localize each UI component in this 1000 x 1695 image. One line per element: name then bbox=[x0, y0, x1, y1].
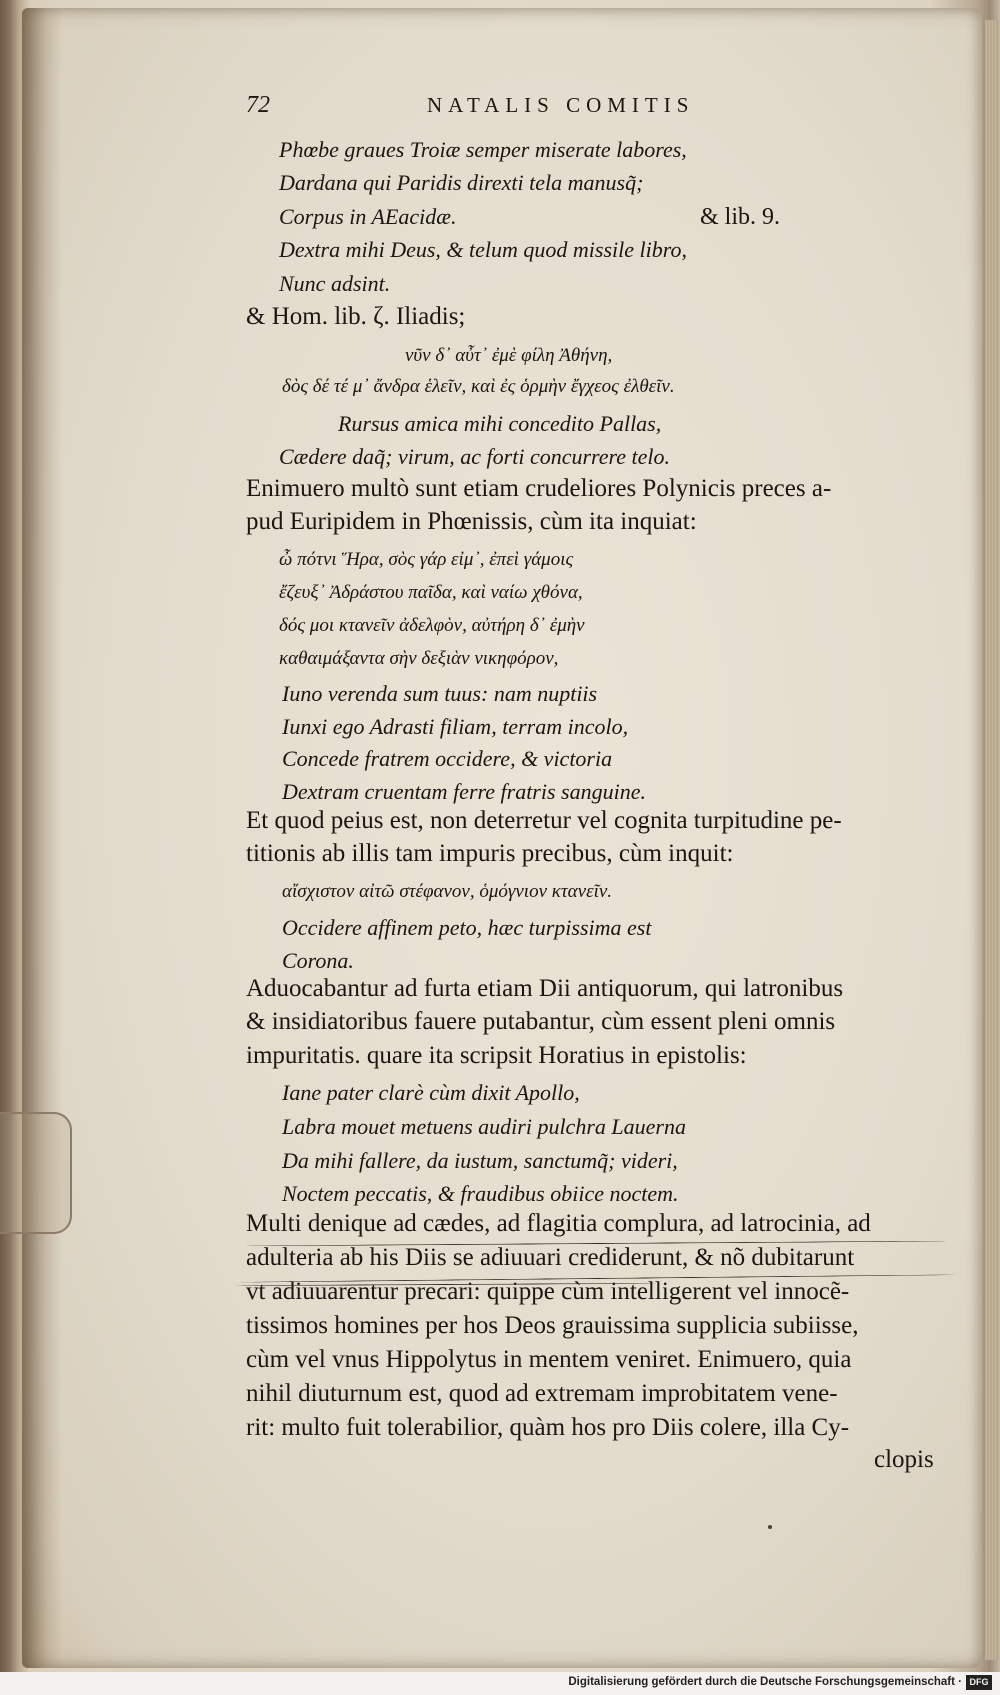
text-line: vt adiuuarentur precari: quippe cùm intelligerent vel innocẽ- bbox=[246, 1278, 850, 1305]
text-line: impuritatis. quare ita scripsit Horatius in epistolis: bbox=[246, 1042, 747, 1069]
text-line: adulteria ab his Diis se adiuuari crediderunt, & nõ dubitarunt bbox=[246, 1244, 855, 1271]
text-line: Aduocabantur ad furta etiam Dii antiquorum, qui latronibus bbox=[246, 975, 844, 1002]
text-line: cùm vel vnus Hippolytus in mentem veniret. Enimuero, quia bbox=[246, 1346, 852, 1373]
greek-line: ἔζευξ᾽ Ἀδράστου παῖδα, καὶ ναίω χθόνα, bbox=[279, 582, 583, 603]
text-line: Dextram cruentam ferre fratris sanguine. bbox=[282, 779, 646, 804]
text-line: Labra mouet metuens audiri pulchra Lauerna bbox=[282, 1114, 686, 1139]
text-line: Et quod peius est, non deterretur vel cognita turpitudine pe- bbox=[246, 807, 842, 834]
book-clasp-mark bbox=[0, 1112, 72, 1234]
text-line: Corpus in AEacidæ. bbox=[279, 204, 457, 229]
text-line: Phœbe graues Troiæ semper miserate labores, bbox=[279, 137, 687, 162]
text-line: Dextra mihi Deus, & telum quod missile libro, bbox=[279, 237, 687, 262]
text-line: tissimos homines per hos Deos grauissima supplicia subiisse, bbox=[246, 1312, 859, 1339]
text-line: Iuno verenda sum tuus: nam nuptiis bbox=[282, 681, 598, 706]
text-line: pud Euripidem in Phœnissis, cùm ita inquiat: bbox=[246, 508, 697, 535]
text-line: Cædere daq̃; virum, ac forti concurrere telo. bbox=[279, 444, 671, 469]
page-fore-edge bbox=[985, 20, 997, 1660]
text-line: titionis ab illis tam impuris precibus, cùm inquit: bbox=[246, 840, 734, 867]
text-line: Concede fratrem occidere, & victoria bbox=[282, 746, 613, 771]
greek-line: νῦν δ᾽ αὖτ᾽ ἐμὲ φίλη Ἀθήνη, bbox=[405, 345, 613, 366]
page-number: 72 bbox=[246, 92, 270, 118]
footer-credit: Digitalisierung gefördert durch die Deutsche Forschungsgemeinschaft · bbox=[568, 1676, 962, 1688]
greek-line: καθαιμάξαντα σὴν δεξιὰν νικηφόρον, bbox=[279, 648, 559, 669]
text-line: rit: multo fuit tolerabilior, quàm hos pro Diis colere, illa Cy- bbox=[246, 1414, 850, 1441]
greek-line: αἴσχιστον αἰτῶ στέφανον, ὁμόγνιον κτανεῖν. bbox=[282, 881, 613, 902]
text-line: Nunc adsint. bbox=[279, 271, 391, 296]
catchword: clopis bbox=[874, 1446, 934, 1473]
text-line: Enimuero multò sunt etiam crudeliores Polynicis preces a- bbox=[246, 475, 832, 502]
text-line: Da mihi fallere, da iustum, sanctumq̃; videri, bbox=[282, 1148, 678, 1173]
text-line: Occidere affinem peto, hæc turpissima est bbox=[282, 915, 652, 940]
page-header bbox=[246, 92, 776, 128]
text-line: Noctem peccatis, & fraudibus obiice noctem. bbox=[282, 1181, 679, 1206]
text-line: Multi denique ad cædes, ad flagitia complura, ad latrocinia, ad bbox=[246, 1210, 871, 1237]
greek-line: δός μοι κτανεῖν ἀδελφὸν, αὐτήρη δ᾽ ἐμὴν bbox=[279, 615, 585, 636]
text-line: Iane pater clarè cùm dixit Apollo, bbox=[282, 1080, 580, 1105]
page-gutter-shadow bbox=[22, 8, 62, 1668]
text-line: Iunxi ego Adrasti filiam, terram incolo, bbox=[282, 714, 629, 739]
margin-reference: & lib. 9. bbox=[700, 204, 781, 230]
text-line: nihil diuturnum est, quod ad extremam improbitatem vene- bbox=[246, 1380, 838, 1407]
text-line: Rursus amica mihi concedito Pallas, bbox=[338, 411, 662, 436]
text-line: & insidiatoribus fauere putabantur, cùm essent pleni omnis bbox=[246, 1008, 836, 1035]
text-line: Corona. bbox=[282, 948, 354, 973]
running-title: NATALIS COMITIS bbox=[427, 93, 695, 117]
ink-speck bbox=[768, 1525, 772, 1529]
dfg-logo: DFG bbox=[966, 1675, 992, 1690]
greek-line: δὸς δέ τέ μ᾽ ἄνδρα ἑλεῖν, καὶ ἐς ὁρμὴν ἔγχεος ἐλθεῖν. bbox=[282, 376, 675, 397]
text-line: Dardana qui Paridis direxti tela manusq̃; bbox=[279, 170, 644, 195]
text-line: & Hom. lib. ζ. Iliadis; bbox=[246, 303, 466, 330]
greek-line: ὦ πότνι Ἥρα, σὸς γάρ εἰμ᾽, ἐπεὶ γάμοις bbox=[279, 549, 574, 570]
